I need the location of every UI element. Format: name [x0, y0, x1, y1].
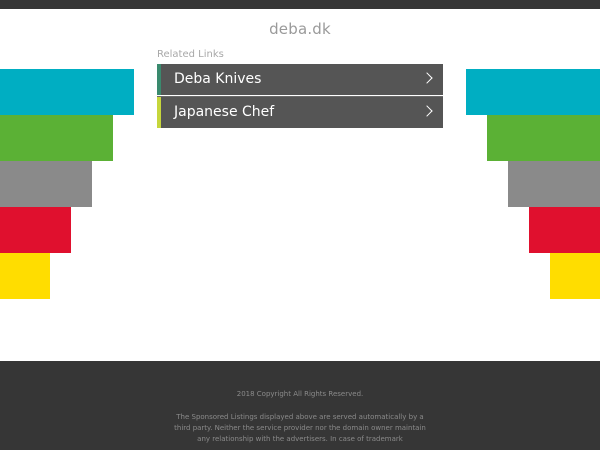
top-bar	[0, 0, 600, 9]
right-bar-gray	[508, 161, 600, 207]
right-bar-yellow	[550, 253, 600, 299]
left-bar-green	[0, 115, 113, 161]
right-bar-cyan	[466, 69, 600, 115]
chevron-right-icon	[421, 72, 432, 83]
link-accent-bar	[157, 97, 161, 128]
left-bar-yellow	[0, 253, 50, 299]
left-bar-gray	[0, 161, 92, 207]
related-link-label: Japanese Chef	[174, 104, 275, 120]
right-bar-red	[529, 207, 600, 253]
chevron-right-icon	[421, 105, 432, 116]
related-link-label: Deba Knives	[174, 71, 262, 87]
footer	[0, 361, 600, 450]
related-link-deba-knives[interactable]	[157, 64, 443, 95]
disclaimer-text: The Sponsored Listings displayed above are served automatically by a third party. Neither the service provider nor the domain owner maintain any relationship with the advertisers. In case of trademark	[174, 413, 426, 443]
domain-title: deba.dk	[269, 20, 331, 38]
left-bar-red	[0, 207, 71, 253]
related-links-heading: Related Links	[157, 49, 224, 60]
link-accent-bar	[157, 64, 161, 95]
related-links-list	[157, 64, 443, 128]
related-link-japanese-chef[interactable]	[157, 96, 443, 128]
copyright-text: 2018 Copyright All Rights Reserved.	[236, 390, 364, 398]
left-bar-cyan	[0, 69, 134, 115]
right-bar-green	[487, 115, 600, 161]
